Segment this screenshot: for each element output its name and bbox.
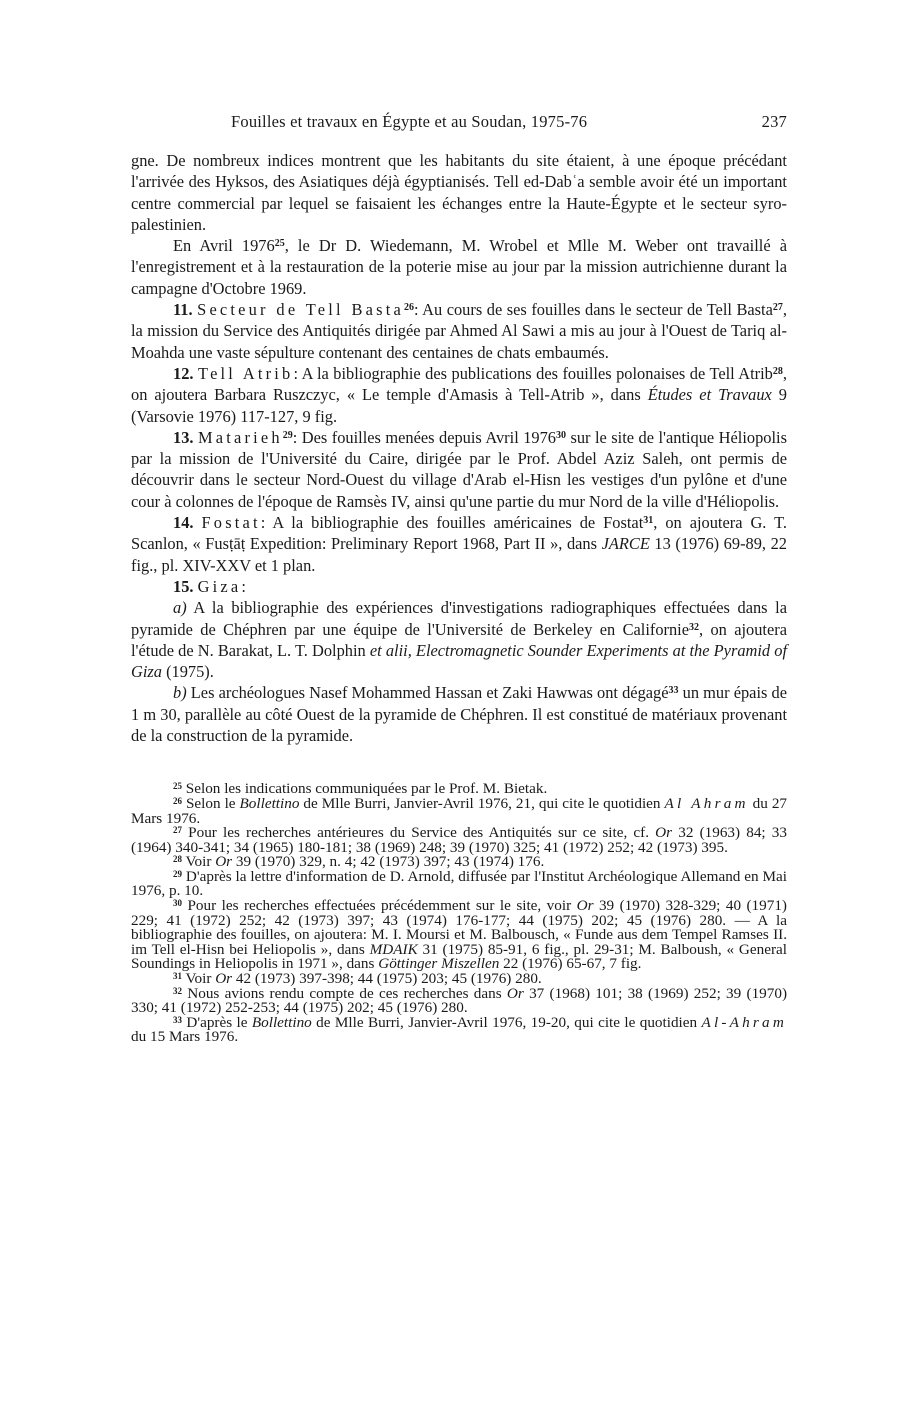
footnote-number: 31	[173, 971, 182, 982]
footnote-number: 32	[173, 985, 182, 996]
footnote-text: 37 (1968) 101; 38 (1969) 252; 39 (1970) 330; 41 (1972) 252-253; 44 (1975) 202; 45 (1976) 280.	[131, 984, 788, 1017]
footnote-ref: 33	[668, 685, 679, 697]
running-head-title: Fouilles et travaux en Égypte et au Soudan, 1975-76	[231, 112, 588, 131]
footnote-text: Voir	[182, 970, 216, 988]
section-number: 13.	[173, 427, 194, 447]
footnote-ref: 25	[274, 238, 285, 250]
footnotes	[131, 782, 787, 1045]
paragraph-april-1976	[131, 235, 787, 299]
section-title: Secteur de Tell Basta	[197, 300, 404, 320]
subsection-label: a)	[173, 598, 187, 618]
section-15-a	[131, 597, 787, 682]
italic-title: Al-Ahram	[701, 1013, 787, 1031]
italic-title: Bollettino	[239, 794, 300, 812]
paragraph-text: un mur épais de 1 m 30, parallèle au côté Ouest de la pyramide de Chéphren. Il est constitué de matériaux provenant de la construction de la pyramide.	[131, 683, 787, 746]
footnote-ref: 29	[282, 429, 293, 441]
body-text	[131, 150, 787, 746]
paragraph-text: , le Dr D. Wiedemann, M. Wrobel et Mlle M. Weber ont travaillé à l'enregistrement et à la restauration de la poterie mise au jour par la mission autrichienne durant la campagne d'Octobre 1969.	[131, 236, 787, 298]
footnote-text: Pour les recherches antérieures du Service des Antiquités sur ce site, cf.	[182, 824, 656, 842]
footnote-text: du 15 Mars 1976.	[131, 1028, 239, 1046]
paragraph-text: sur le site de l'antique Héliopolis par la mission de l'Université du Caire, dirigée par le Prof. Abdel Aziz Saleh, ont permis de découvrir dans le secteur Nord-Ouest du village d'Arab el-Hisn les vestiges d'un pylône et d'une cour à colonnes de l'époque de Ramsès IV, ainsi qu'une partie du mur Nord de la ville d'Héliopolis.	[131, 427, 787, 511]
paragraph-text: , on ajoutera G. T. Scanlon, « Fusṭāṭ Expedition: Preliminary Report 1968, Part II », dans	[131, 513, 787, 554]
footnote-ref: 28	[772, 365, 783, 377]
footnote-number: 27	[173, 825, 182, 836]
section-11	[131, 299, 787, 363]
section-title: Matarieh	[197, 427, 283, 447]
footnote-text: 22 (1976) 65-67, 7 fig.	[499, 955, 642, 973]
subsection-label: b)	[173, 683, 187, 703]
section-12	[131, 363, 787, 427]
footnote-text: 39 (1970) 328-329; 40 (1971) 229; 41 (1972) 252; 42 (1973) 397; 43 (1974) 176-177; 44 (1975) 202; 45 (1976) 280. — A la bibliographie des fouilles, on ajoutera: M. I. Moursi et M. Balbousch, « Funde aus dem Tempel Ramses II. im Tell el-Hisn bei Heliopolis », dans	[131, 897, 787, 958]
footnote-text: 39 (1970) 329, n. 4; 42 (1973) 397; 43 (1974) 176.	[232, 853, 545, 871]
footnote-ref: 27	[772, 302, 783, 314]
italic-title: Or	[215, 853, 233, 871]
section-title: Tell Atrib	[198, 363, 294, 383]
paragraph-text: gne. De nombreux indices montrent que les habitants du site étaient, à une époque précédant l'arrivée des Hyksos, des Asiatiques déjà égyptianisés. Tell ed-Dabʿa semble avoir été un important centre commercial par lequel se faisaient les échanges entre la Haute-Égypte et le secteur syro-palestinien.	[131, 151, 787, 234]
section-14	[131, 512, 787, 576]
paragraph-text: : A la bibliographie des publications des fouilles polonaises de Tell Atrib	[293, 363, 773, 383]
footnote-ref: 32	[689, 621, 700, 633]
footnote-text: Selon le	[182, 794, 240, 812]
footnote-27	[131, 826, 787, 855]
italic-title: et alii, Electromagnetic Sounder Experiments at the Pyramid of Giza	[131, 640, 788, 682]
footnote-29	[131, 867, 787, 900]
italic-title: Or	[655, 824, 673, 842]
footnote-text: du 27 Mars 1976.	[131, 794, 788, 827]
footnote-number: 29	[173, 868, 182, 879]
paragraph-text: (1975).	[161, 662, 214, 682]
footnote-text: D'après la lettre d'information de D. Arnold, diffusée par l'Institut Archéologique Allemand en Mai 1976, p. 10.	[131, 867, 787, 900]
italic-title: Études et Travaux	[647, 385, 772, 405]
paragraph-text: 13 (1976) 69-89, 22 fig., pl. XIV-XXV et 1 plan.	[131, 534, 787, 575]
paragraph-tell-ed-daba	[131, 150, 787, 235]
footnote-ref: 26	[403, 302, 414, 314]
footnote-text: de Mlle Burri, Janvier-Avril 1976, 21, qui cite le quotidien	[299, 794, 665, 812]
running-head	[131, 112, 787, 138]
footnote-30	[131, 899, 787, 972]
section-15	[131, 576, 787, 597]
paragraph-text: 9 (Varsovie 1976) 117-127, 9 fig.	[131, 385, 788, 426]
page-number: 237	[761, 112, 787, 131]
paragraph-text: A la bibliographie des expériences d'investigations radiographiques effectuées dans la pyramide de Chéphren par une équipe de l'Université de Berkeley en Californie	[131, 598, 787, 639]
footnote-text: 42 (1973) 397-398; 44 (1975) 203; 45 (1976) 280.	[232, 970, 542, 988]
footnote-text: de Mlle Burri, Janvier-Avril 1976, 19-20, qui cite le quotidien	[311, 1013, 702, 1031]
footnote-number: 26	[173, 795, 182, 806]
footnote-text: Nous avions rendu compte de ces recherches dans	[182, 984, 507, 1002]
section-number: 15.	[173, 576, 194, 596]
italic-title: JARCE	[601, 534, 650, 554]
footnote-text: 32 (1963) 84; 33 (1964) 340-341; 34 (1965) 180-181; 38 (1969) 248; 39 (1970) 325; 41 (1972) 252; 42 (1973) 395.	[131, 824, 787, 856]
footnote-number: 28	[173, 854, 182, 865]
footnote-number: 30	[173, 898, 182, 909]
paragraph-text: : A la bibliographie des fouilles américaines de Fostat	[260, 513, 644, 533]
footnote-33	[131, 1013, 787, 1046]
section-number: 11.	[173, 300, 193, 320]
footnote-text: D'après le	[182, 1013, 252, 1031]
italic-title: Or	[215, 970, 233, 988]
footnote-number: 33	[173, 1014, 182, 1025]
paragraph-text: : Au cours de ses fouilles dans le secteur de Tell Basta	[413, 300, 773, 320]
paragraph-text: : Des fouilles menées depuis Avril 1976	[292, 427, 556, 447]
footnote-26	[131, 794, 788, 827]
section-title: Giza	[197, 576, 242, 596]
footnote-32	[131, 984, 788, 1017]
footnote-text: 31 (1975) 85-91, 6 fig., pl. 29-31; M. Balboush, « General Soundings in Heliopolis in 1971 », dans	[131, 940, 787, 973]
footnote-text: Voir	[182, 853, 216, 871]
paragraph-text: , la mission du Service des Antiquités dirigée par Ahmed Al Sawi a mis au jour à l'Ouest de Tariq al-Moahda une vaste sépulture contenant des centaines de chats embaumés.	[131, 300, 787, 362]
footnote-ref: 31	[643, 515, 654, 527]
footnote-text: Selon les indications communiquées par le Prof. M. Bietak.	[182, 780, 548, 798]
footnote-text: Pour les recherches effectuées précédemment sur le site, voir	[182, 897, 577, 915]
page	[131, 112, 787, 1045]
section-title: Fostat	[201, 513, 261, 533]
italic-title: MDAIK	[369, 940, 418, 958]
paragraph-text: Les archéologues Nasef Mohammed Hassan et Zaki Hawwas ont dégagé	[186, 683, 669, 703]
italic-title: Al Ahram	[664, 794, 749, 812]
section-number: 14.	[173, 513, 194, 533]
footnote-ref: 30	[556, 429, 566, 441]
paragraph-text: , on ajoutera Barbara Ruszczyc, « Le temple d'Amasis à Tell-Atrib », dans	[131, 363, 787, 405]
paragraph-text: , on ajoutera l'étude de N. Barakat, L. T. Dolphin	[131, 619, 787, 660]
footnote-number: 25	[173, 781, 182, 792]
italic-title: Bollettino	[251, 1013, 312, 1031]
section-13	[131, 427, 787, 512]
paragraph-text: En Avril 1976	[173, 236, 275, 256]
italic-title: Göttinger Miszellen	[378, 955, 500, 973]
italic-title: Or	[506, 984, 524, 1002]
punctuation: :	[241, 576, 246, 596]
section-15-b	[131, 682, 787, 746]
section-number: 12.	[173, 363, 194, 383]
italic-title: Or	[576, 897, 594, 915]
